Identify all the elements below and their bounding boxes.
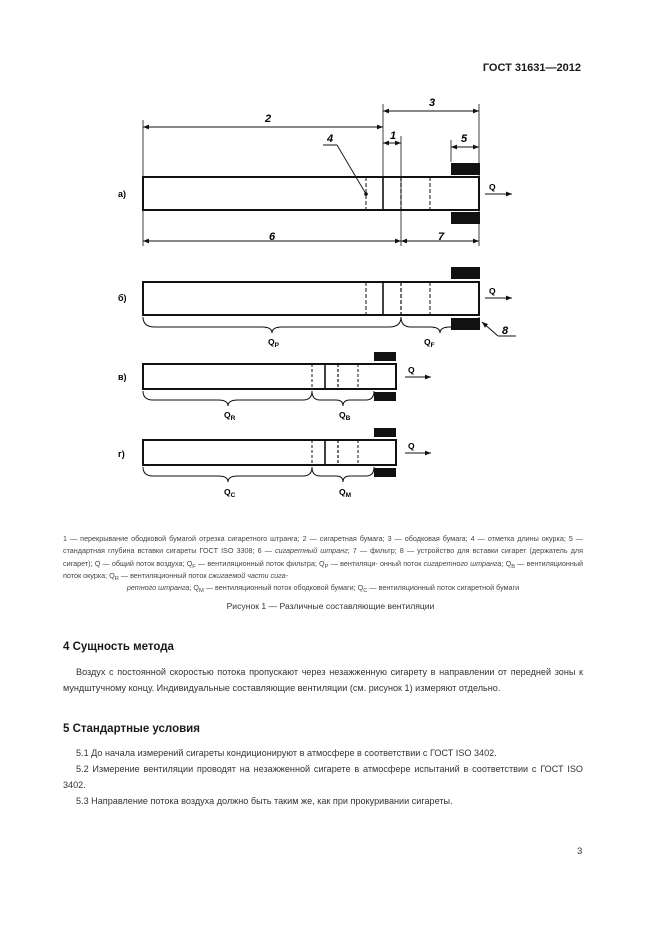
q-p-label: $Q_P$ [268,337,279,349]
flow-label: Q [408,365,415,375]
label-8: 8 [502,325,509,337]
q-r-label: $Q_R$ [224,410,236,422]
section-4-paragraph: Воздух с постоянной скоростью потока пропускают через незажженную сигарету в направлении от передней зоны к мундштучному концу. Индивидуальные составляющие вентиляции (см. рисунок 1) измеряют отдельно. [63,667,583,693]
panel-label-b: б) [118,293,127,303]
leader-line-8 [482,322,498,336]
leader-line-4 [337,145,366,194]
holder-block [451,212,480,224]
panel-label-d: г) [118,449,125,459]
brace-b [312,391,374,406]
holder-block [451,163,480,175]
q-f-label: $Q_F$ [424,337,435,349]
document-header: ГОСТ 31631—2012 [482,62,581,74]
panel-label-a: а) [118,189,127,199]
flow-label: Q [489,286,496,296]
q-m-label: $Q_M$ [339,487,352,499]
section-5-paragraph-3: 5.3 Направление потока воздуха должно быть таким же, как при прокуривании сигареты. [76,796,453,806]
section-5-paragraph-2: 5.2 Измерение вентиляции проводят на незажженной сигарете в атмосфере испытаний в соответствии с ГОСТ ISO 3402. [63,764,583,790]
holder-block [451,318,480,330]
holder-block [374,468,396,477]
label-3: 3 [428,97,436,109]
cigarette-body [143,282,479,315]
label-2: 2 [264,113,272,125]
q-b-label: $Q_B$ [339,410,351,422]
brace-p [143,317,401,333]
figure-caption: Рисунок 1 — Различные составляющие вентиляции [226,601,435,611]
label-7: 7 [437,231,445,243]
page-number: 3 [577,846,583,857]
section-5-paragraph-1: 5.1 До начала измерений сигареты кондиционируют в атмосфере в соответствии с ГОСТ ISO 3402. [76,748,497,758]
holder-block [374,352,396,361]
flow-label: Q [408,441,415,451]
label-6: 6 [268,231,276,243]
holder-block [374,428,396,437]
figure-legend: 1 — перекрывание ободковой бумагой отрезка сигаретного штранга; 2 — сигаретная бумага; 3 — ободковая бумага; 4 — отметка длины окурка; 5 — стандартная глубина вставки сигареты ГОСТ ISO 3308; 6 — сигаретный штранг; 7 — фильтр; 8 — устройство для вставки сигарет (держатель для сигарет); Q — общий поток воздуха; $Q_F$ — вентиляционный поток фильтра; $Q_P$ — вентиляци- онный поток сигаретного штранга; $Q_B$ — вентиляционный поток окурка; $Q_R$ — вентиляционный поток сжигаемой части сига- ретного штранга; $Q_M$ — вентиляционный поток ободковой бумаги; $Q_C$ — вентиляционный поток сигаретной бумаги [63,534,584,595]
flow-label: Q [489,182,496,192]
label-1: 1 [389,130,397,142]
brace-r [143,391,312,406]
holder-block [374,392,396,401]
brace-c [143,467,312,482]
q-c-label: $Q_C$ [224,487,236,499]
label-5: 5 [460,133,468,145]
section-5-title: 5 Стандартные условия [63,723,200,735]
label-4: 4 [327,133,334,145]
section-4-title: 4 Сущность метода [63,641,174,653]
brace-m [312,467,374,482]
panel-label-c: в) [118,372,127,382]
holder-block [451,267,480,279]
cigarette-body [143,177,479,210]
